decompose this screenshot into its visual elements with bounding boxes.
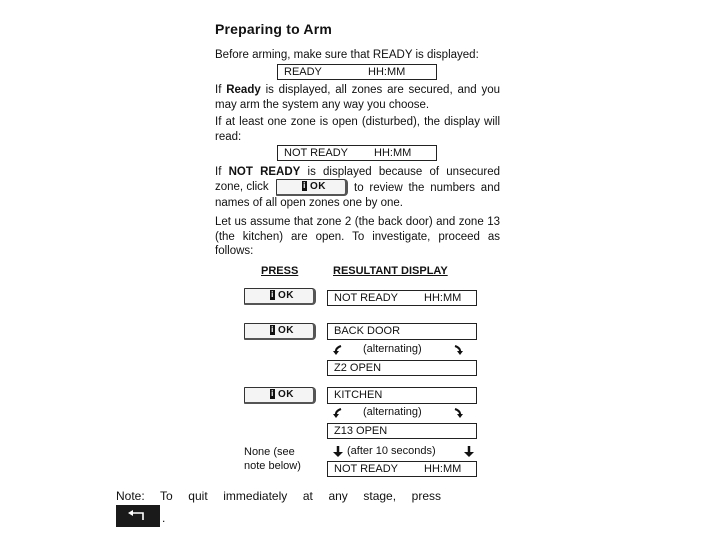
after-10-seconds-row [333, 445, 478, 459]
lcd-z13-open-label: Z13 OPEN [334, 425, 388, 437]
ok-label: OK [278, 290, 294, 301]
down-arrow-icon [464, 446, 474, 458]
info-ok-button-3[interactable] [244, 387, 316, 404]
info-icon: i [271, 325, 274, 334]
lcd-row4-time: HH:MM [424, 463, 462, 475]
lcd-kitchen [327, 387, 477, 404]
lcd-row4-label: NOT READY [334, 463, 398, 475]
info-icon: i [303, 181, 306, 190]
lcd-ready [277, 64, 437, 80]
ready-post: is displayed, all zones are secured, and you may arm the system any way you choose. [215, 84, 500, 111]
lcd-not-ready-time: HH:MM [374, 147, 412, 159]
info-ok-label: OK [310, 181, 326, 192]
lcd-back-door-label: BACK DOOR [334, 325, 401, 337]
ready-pre: If [215, 84, 227, 96]
lcd-not-ready-label: NOT READY [284, 147, 348, 159]
open-paragraph: If at least one zone is open (disturbed), the display will read: [215, 116, 500, 143]
back-button[interactable] [116, 505, 160, 527]
display-column-header: RESULTANT DISPLAY [333, 265, 448, 277]
curved-arrow-right-icon [453, 344, 463, 356]
back-arrow-icon [128, 509, 148, 523]
none-label: None (see note below) [244, 446, 301, 472]
ready-bold: Ready [226, 84, 261, 96]
info-ok-button-2[interactable] [244, 323, 316, 340]
alternating-label: (alternating) [363, 343, 422, 355]
lcd-kitchen-label: KITCHEN [334, 389, 383, 401]
info-icon: i [271, 389, 274, 398]
intro-text: Before arming, make sure that READY is displayed: [215, 49, 479, 61]
not-ready-post: to review the numbers and names of all open zones one by one. [215, 182, 500, 209]
ready-paragraph [215, 83, 500, 112]
lcd-ready-time: HH:MM [368, 66, 406, 78]
alternating-label: (alternating) [363, 406, 422, 418]
curved-arrow-left-icon [333, 344, 343, 356]
curved-arrow-right-icon [453, 407, 463, 419]
info-icon: i [271, 290, 274, 299]
curved-arrow-left-icon [333, 407, 343, 419]
page-title: Preparing to Arm [215, 21, 333, 37]
ok-label: OK [278, 325, 294, 336]
lcd-ready-label: READY [284, 66, 322, 78]
lcd-row1-label: NOT READY [334, 292, 398, 304]
lcd-back-door [327, 323, 477, 340]
lcd-z2-open-label: Z2 OPEN [334, 362, 382, 374]
info-ok-button-1[interactable] [244, 288, 316, 305]
lcd-row4 [327, 461, 477, 477]
note-end: . [162, 511, 166, 525]
down-arrow-icon [333, 446, 343, 458]
not-ready-pre: If [215, 166, 229, 178]
after-10-seconds-label: (after 10 seconds) [347, 445, 436, 457]
ok-label: OK [278, 389, 294, 400]
lcd-not-ready [277, 145, 437, 161]
assume-paragraph: Let us assume that zone 2 (the back door) and zone 13 (the kitchen) are open. To investigate, proceed as follows: [215, 216, 500, 257]
lcd-z2-open [327, 360, 477, 376]
lcd-z13-open [327, 423, 477, 439]
not-ready-bold: NOT READY [228, 166, 301, 178]
note-text: Note: To quit immediately at any stage, press [116, 489, 441, 503]
press-column-header: PRESS [261, 265, 299, 277]
not-ready-mid: is displayed because of unsecured zone, click [215, 166, 500, 193]
alternating-row-1 [333, 343, 473, 357]
lcd-row1 [327, 290, 477, 306]
alternating-row-2 [333, 406, 473, 420]
lcd-row1-time: HH:MM [424, 292, 462, 304]
